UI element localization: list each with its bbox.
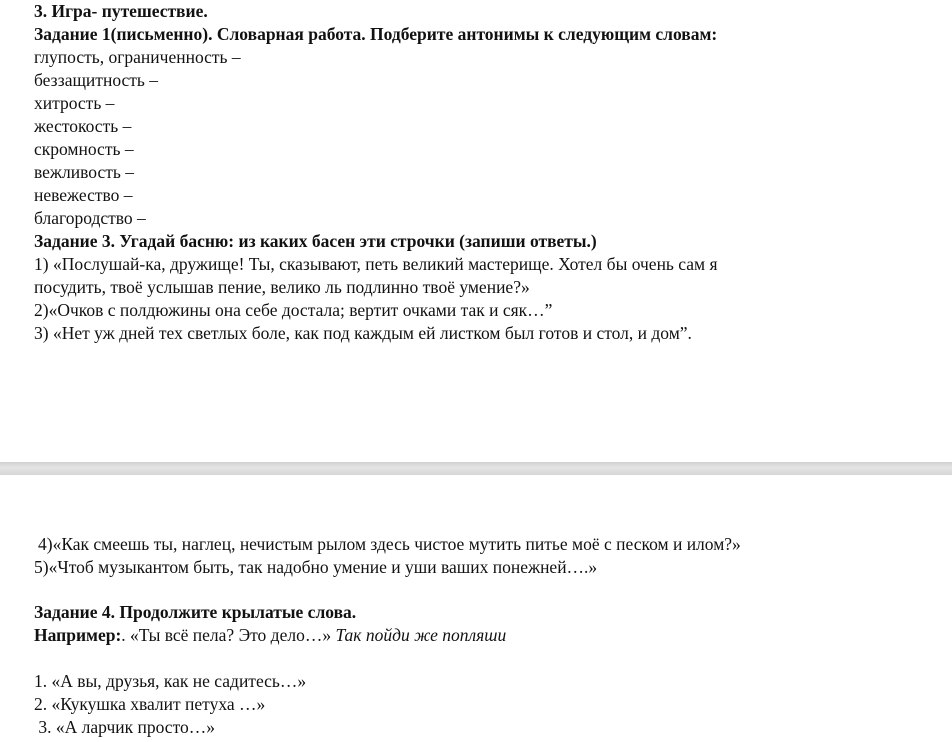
quote-line: посудить, твоё услышав пение, велико ль подлинно твоё умение?» bbox=[34, 277, 530, 297]
document-page-2 bbox=[0, 475, 952, 742]
quote-line: 4)«Как смеешь ты, наглец, нечистым рылом здесь чистое мутить питье моё с песком и илом?» bbox=[38, 534, 741, 554]
example-answer: Так пойди же попляши bbox=[335, 625, 507, 645]
word-item: глупость, ограниченность – bbox=[34, 47, 241, 67]
list-item: 1. «А вы, друзья, как не садитесь…» bbox=[34, 671, 307, 691]
page-separator bbox=[0, 462, 952, 475]
quote-line: 3) «Нет уж дней тех светлых боле, как под каждым ей листком был готов и стол, и дом”. bbox=[34, 323, 692, 343]
quote-line: 1) «Послушай-ка, дружище! Ты, сказывают, петь великий мастерище. Хотел бы очень сам я bbox=[34, 254, 718, 274]
task3-title: Задание 3. Угадай басню: из каких басен эти строчки (запиши ответы.) bbox=[34, 231, 597, 251]
task1-title: Задание 1(письменно). Словарная работа. Подберите антонимы к следующим словам: bbox=[34, 24, 718, 44]
word-item: беззащитность – bbox=[34, 70, 159, 90]
quote-line: 2)«Очков с полдюжины она себе достала; вертит очками так и сяк…” bbox=[34, 300, 553, 320]
word-item: невежество – bbox=[34, 185, 133, 205]
list-item: 2. «Кукушка хвалит петуха …» bbox=[34, 694, 266, 714]
quote-line: 5)«Чтоб музыкантом быть, так надобно умение и уши ваших понежней….» bbox=[34, 557, 598, 577]
section-heading: 3. Игра- путешествие. bbox=[34, 1, 208, 21]
word-item: скромность – bbox=[34, 139, 134, 159]
example-line bbox=[34, 624, 506, 647]
task4-title: Задание 4. Продолжите крылатые слова. bbox=[34, 602, 357, 622]
example-label: Например: bbox=[34, 625, 122, 645]
example-text: . «Ты всё пела? Это дело…» bbox=[121, 625, 336, 645]
word-item: благородство – bbox=[34, 208, 146, 228]
word-item: хитрость – bbox=[34, 93, 115, 113]
word-item: жестокость – bbox=[34, 116, 132, 136]
word-item: вежливость – bbox=[34, 162, 134, 182]
list-item: 3. «А ларчик просто…» bbox=[34, 717, 215, 737]
